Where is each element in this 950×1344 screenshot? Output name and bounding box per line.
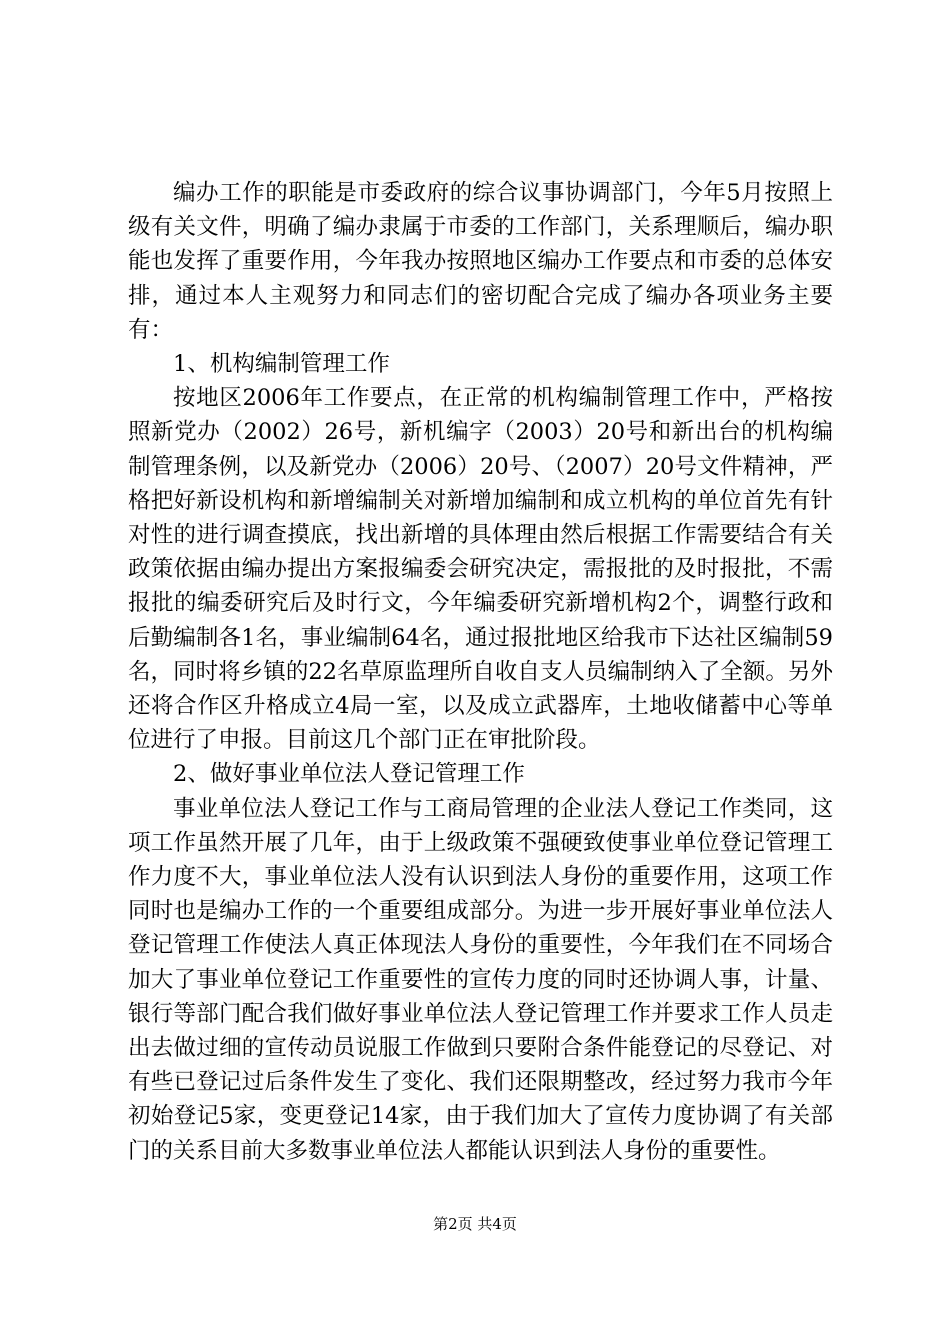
section-heading-1: 1、机构编制管理工作 <box>173 351 390 378</box>
paragraph-intro: 编办工作的职能是市委政府的综合议事协调部门，今年5月按照上级有关文件，明确了编办隶属于市委的工作部门，关系理顺后，编办职能也发挥了重要作用，今年我办按照地区编办工作要点和市委的总体安排，通过本人主观努力和同志们的密切配合完成了编办各项业务主要有： <box>128 180 833 343</box>
paragraph-section-1: 按地区2006年工作要点，在正常的机构编制管理工作中，严格按照新党办（2002）26号，新机编字（2003）20号和新出台的机构编制管理条例，以及新党办（2006）20号、（2007）20号文件精神，严格把好新设机构和新增编制关对新增加编制和成立机构的单位首先有针对性的进行调查摸底，找出新增的具体理由然后根据工作需要结合有关政策依据由编办提出方案报编委会研究决定，需报批的及时报批，不需报批的编委研究后及时行文，今年编委研究新增机构2个，调整行政和后勤编制各1名，事业编制64名，通过报批地区给我市下达社区编制59名，同时将乡镇的22名草原监理所自收自支人员编制纳入了全额。另外还将合作区升格成立4局一室，以及成立武器库，土地收储蓄中心等单位进行了申报。目前这几个部门正在审批阶段。 <box>128 385 833 754</box>
paragraph-section-2: 事业单位法人登记工作与工商局管理的企业法人登记工作类同，这项工作虽然开展了几年，由于上级政策不强硬致使事业单位登记管理工作力度不大，事业单位法人没有认识到法人身份的重要作用，这项工作同时也是编办工作的一个重要组成部分。为进一步开展好事业单位法人登记管理工作使法人真正体现法人身份的重要性，今年我们在不同场合加大了事业单位登记工作重要性的宣传力度的同时还协调人事，计量、银行等部门配合我们做好事业单位法人登记管理工作并要求工作人员走出去做过细的宣传动员说服工作做到只要附合条件能登记的尽登记、对有些已登记过后条件发生了变化、我们还限期整改，经过努力我市今年初始登记5家，变更登记14家，由于我们加大了宣传力度协调了有关部门的关系目前大多数事业单位法人都能认识到法人身份的重要性。 <box>128 795 833 1164</box>
section-heading-2: 2、做好事业单位法人登记管理工作 <box>173 761 525 788</box>
document-body <box>128 176 833 1168</box>
page-number: 第2页 共4页 <box>433 1215 517 1233</box>
